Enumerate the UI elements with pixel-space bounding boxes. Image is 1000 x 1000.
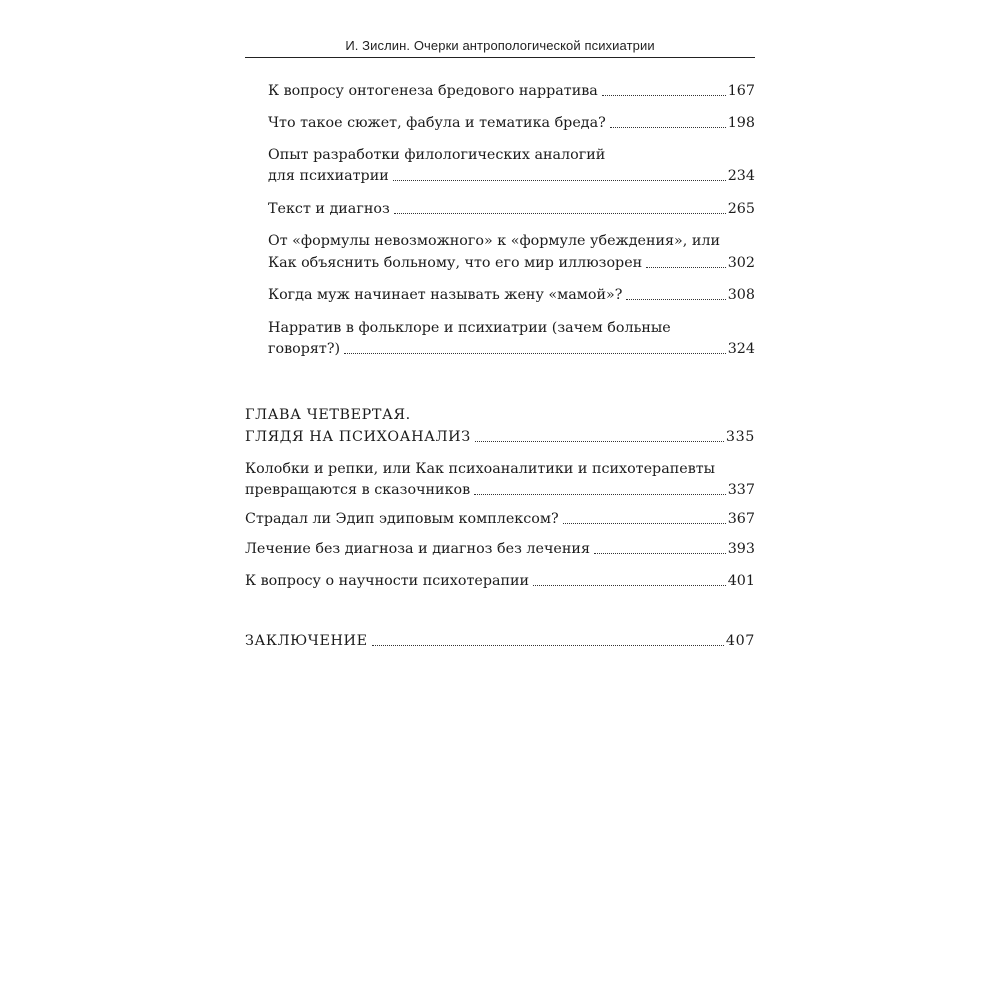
toc-entry-title: Лечение без диагноза и диагноз без лечения bbox=[245, 541, 590, 557]
dot-leader bbox=[475, 441, 724, 442]
toc-entry-page: 234 bbox=[727, 168, 755, 184]
toc-entry-title-line1: Колобки и репки, или Как психоаналитики и психотерапевты bbox=[245, 461, 716, 477]
toc-entry-page: 308 bbox=[727, 287, 755, 303]
conclusion-title: ЗАКЛЮЧЕНИЕ bbox=[245, 633, 368, 649]
toc-entry-line1[interactable] bbox=[268, 230, 755, 252]
toc-entry-page: 337 bbox=[727, 482, 755, 498]
toc-entry-page: 324 bbox=[727, 341, 755, 357]
toc-entry-title: Когда муж начинает называть жену «мамой»? bbox=[268, 287, 623, 303]
running-header: И. Зислин. Очерки антропологической психиатрии bbox=[345, 38, 655, 53]
dot-leader bbox=[646, 267, 726, 268]
toc-entry-title: К вопросу о научности психотерапии bbox=[245, 573, 530, 589]
toc-entry[interactable] bbox=[268, 80, 755, 102]
toc-entry-line1[interactable] bbox=[245, 458, 755, 480]
chapter-heading[interactable] bbox=[245, 426, 755, 448]
dot-leader bbox=[344, 353, 726, 354]
toc-entry-title: Как объяснить больному, что его мир иллюзорен bbox=[268, 255, 643, 271]
chapter-title: ГЛЯДЯ НА ПСИХОАНАЛИЗ bbox=[245, 429, 471, 445]
toc-entry-title-line1: Опыт разработки филологических аналогий bbox=[268, 147, 606, 163]
toc-entry-page: 198 bbox=[727, 115, 755, 131]
toc-entry-line1[interactable] bbox=[268, 317, 755, 339]
toc-entry-title-line1: От «формулы невозможного» к «формуле убеждения», или bbox=[268, 233, 721, 249]
toc-entry-page: 167 bbox=[727, 83, 755, 99]
toc-entry-title: Текст и диагноз bbox=[268, 201, 390, 217]
dot-leader bbox=[563, 523, 726, 524]
toc-entry-page: 401 bbox=[727, 573, 755, 589]
toc-entry-page: 367 bbox=[727, 511, 755, 527]
conclusion-page: 407 bbox=[725, 633, 755, 649]
toc-entry-title: говорят?) bbox=[268, 341, 341, 357]
toc-entry[interactable] bbox=[245, 570, 755, 592]
dot-leader bbox=[533, 585, 726, 586]
toc-entry-title: для психиатрии bbox=[268, 168, 389, 184]
toc-entry[interactable] bbox=[268, 112, 755, 134]
dot-leader bbox=[394, 213, 726, 214]
dot-leader bbox=[594, 553, 726, 554]
toc-entry[interactable] bbox=[245, 538, 755, 560]
dot-leader bbox=[602, 95, 726, 96]
chapter-heading-line1[interactable] bbox=[245, 404, 755, 426]
toc-entry[interactable] bbox=[268, 252, 755, 274]
toc-entry-title-line1: Нарратив в фольклоре и психиатрии (зачем больные bbox=[268, 320, 671, 336]
toc-entry-page: 393 bbox=[727, 541, 755, 557]
dot-leader bbox=[626, 299, 725, 300]
dot-leader bbox=[393, 180, 726, 181]
toc-entry[interactable] bbox=[268, 198, 755, 220]
chapter-label: ГЛАВА ЧЕТВЕРТАЯ. bbox=[245, 407, 411, 423]
toc-entry[interactable] bbox=[245, 508, 755, 530]
conclusion-entry[interactable] bbox=[245, 630, 755, 652]
dot-leader bbox=[372, 645, 724, 646]
toc-entry-title: Страдал ли Эдип эдиповым комплексом? bbox=[245, 511, 559, 527]
dot-leader bbox=[474, 494, 726, 495]
dot-leader bbox=[610, 127, 726, 128]
toc-entry[interactable] bbox=[268, 284, 755, 306]
toc-entry[interactable] bbox=[245, 479, 755, 501]
toc-entry-title: превращаются в сказочников bbox=[245, 482, 471, 498]
toc-entry-title: Что такое сюжет, фабула и тематика бреда? bbox=[268, 115, 606, 131]
toc-entry-page: 302 bbox=[727, 255, 755, 271]
toc-entry[interactable] bbox=[268, 338, 755, 360]
toc-entry-title: К вопросу онтогенеза бредового нарратива bbox=[268, 83, 598, 99]
toc-entry[interactable] bbox=[268, 165, 755, 187]
toc-entry-line1[interactable] bbox=[268, 144, 755, 166]
toc-entry-page: 265 bbox=[727, 201, 755, 217]
chapter-page: 335 bbox=[725, 429, 755, 445]
